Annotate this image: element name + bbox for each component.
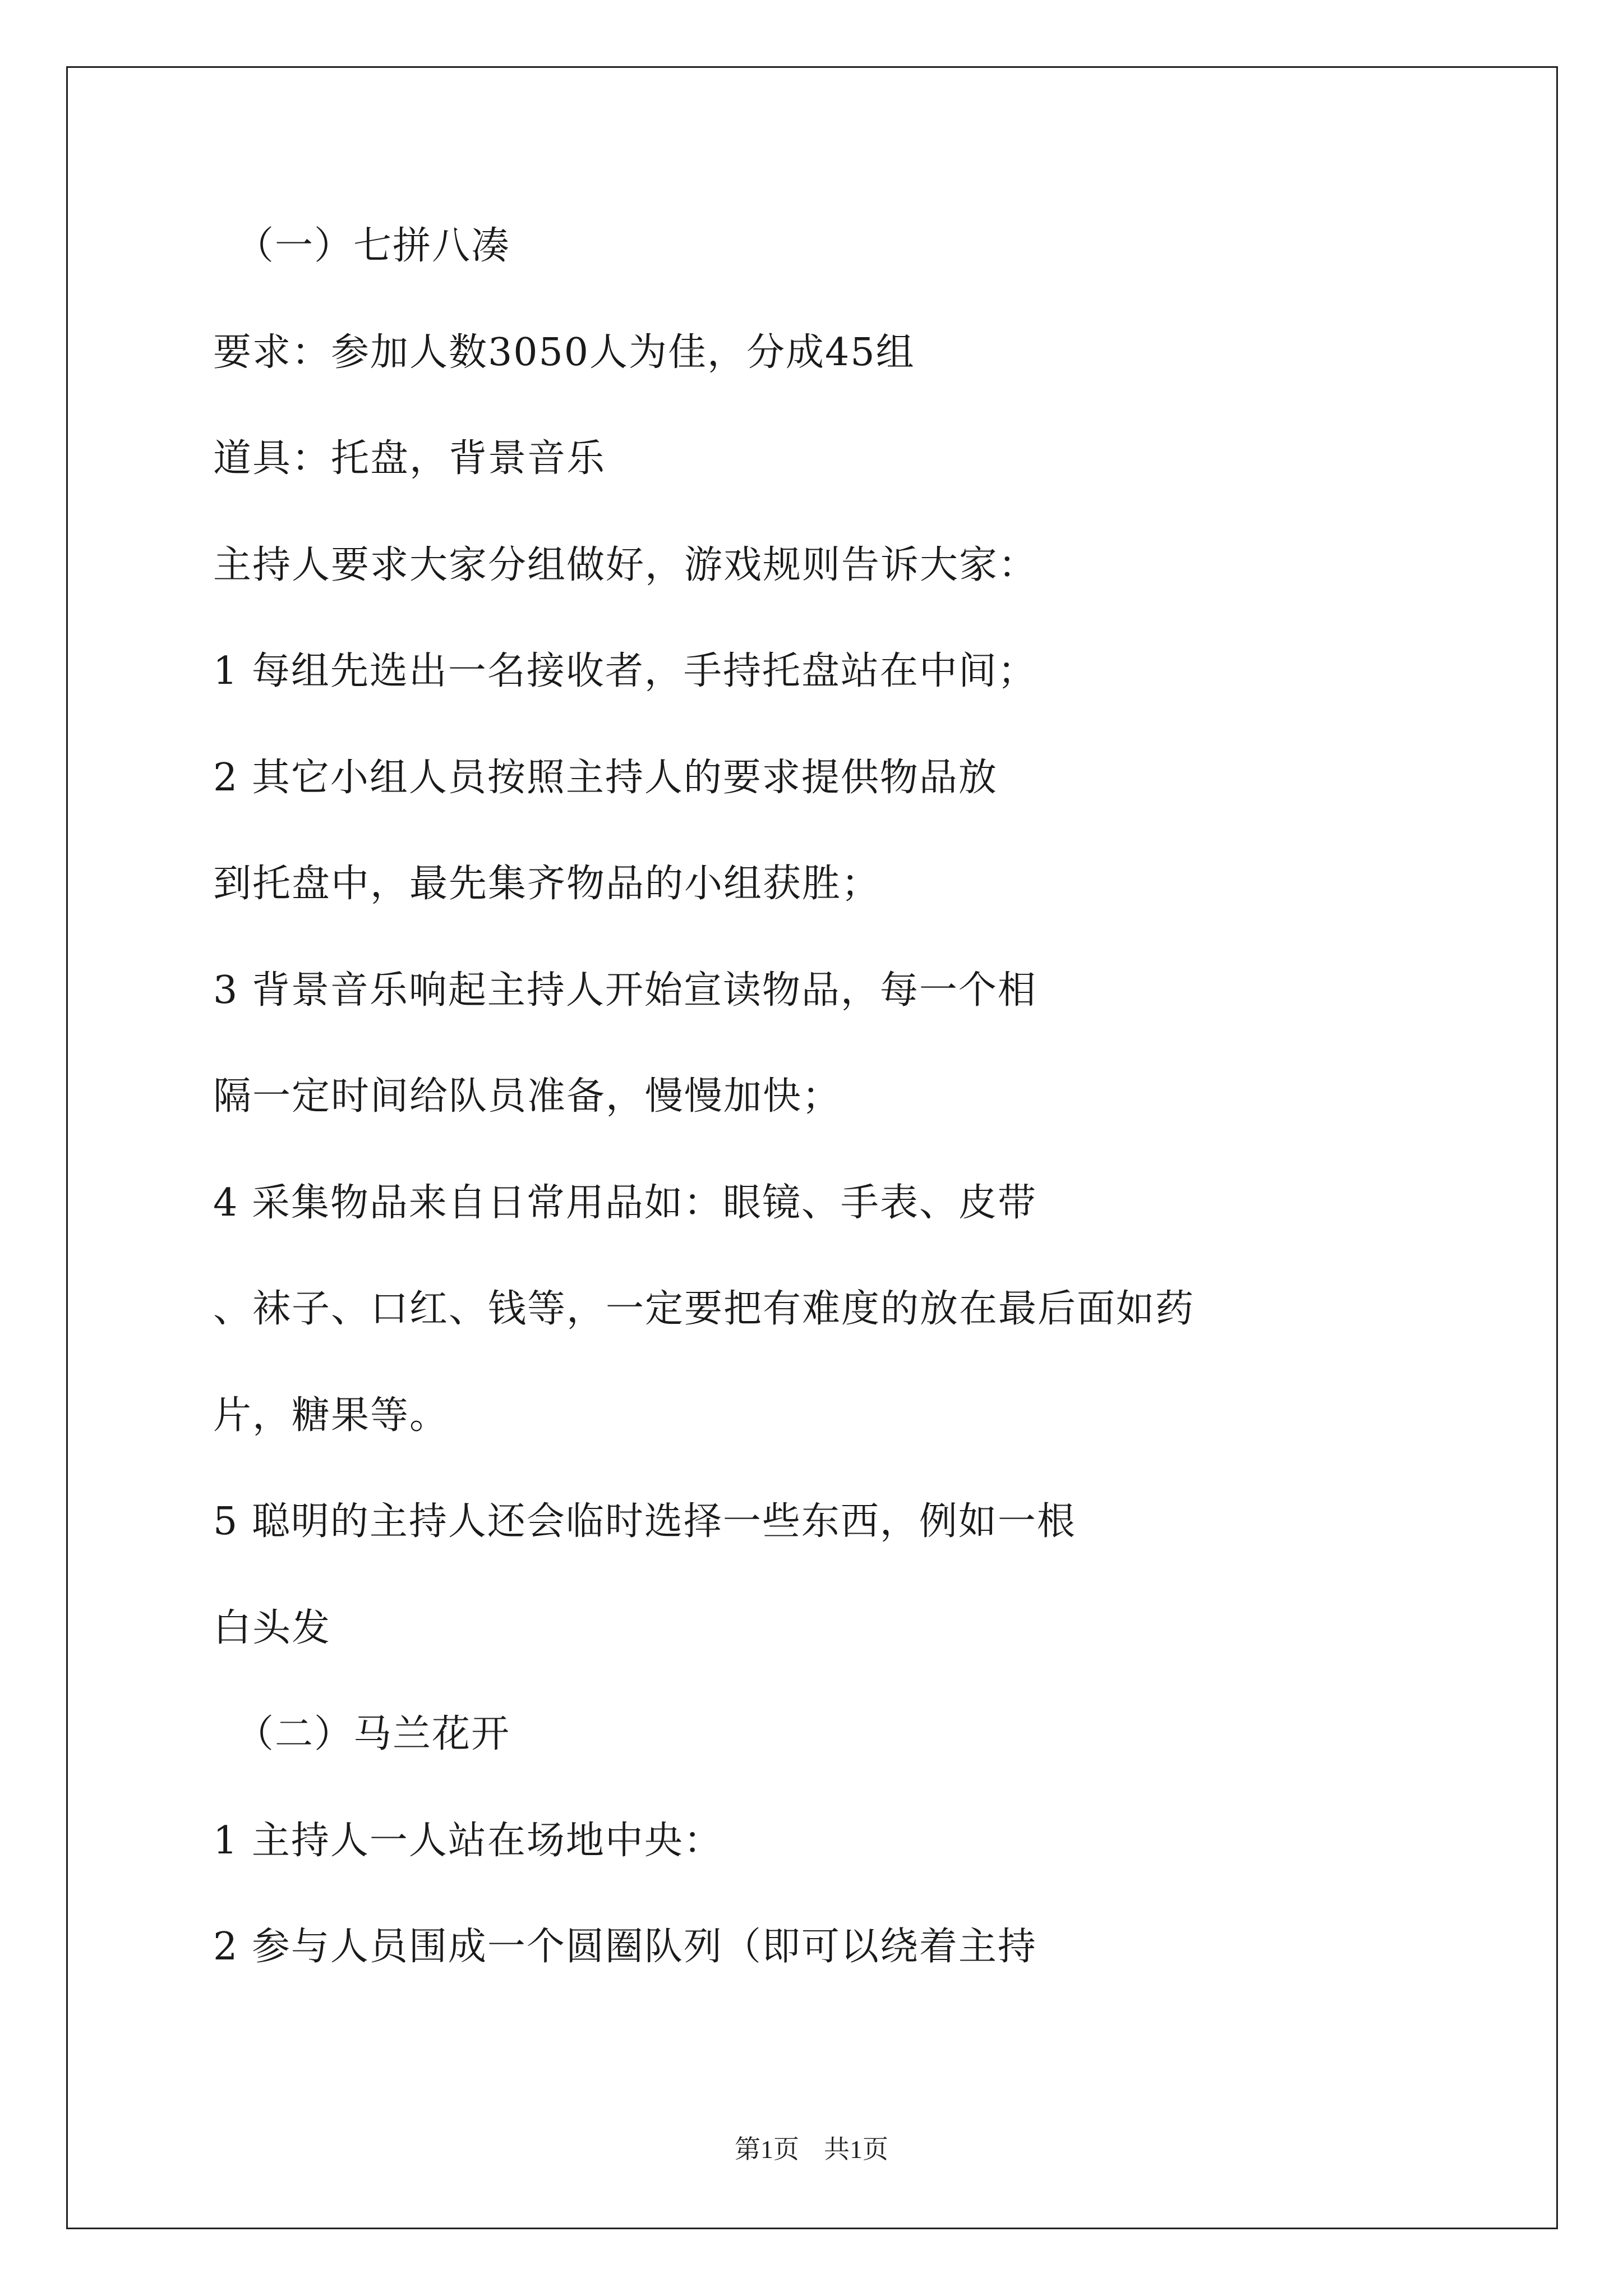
paragraph-line: 到托盘中，最先集齐物品的小组获胜； — [213, 862, 881, 906]
paragraph-line: 1 主持人一人站在场地中央： — [213, 1818, 723, 1863]
section-heading: （一）七拼八凑 — [236, 224, 511, 268]
paragraph-line: 、袜子、口红、钱等，一定要把有难度的放在最后面如药 — [213, 1287, 1195, 1331]
paragraph-line: 2 其它小组人员按照主持人的要求提供物品放 — [213, 755, 998, 800]
page-number: 第1页 — [735, 2135, 799, 2164]
document-body — [213, 206, 1363, 2014]
paragraph-line: 片，糖果等。 — [213, 1393, 449, 1438]
paragraph-line: 主持人要求大家分组做好，游戏规则告诉大家： — [213, 542, 1038, 587]
paragraph-line: 3 背景音乐响起主持人开始宣读物品，每一个相 — [213, 968, 1037, 1013]
page-footer — [0, 2129, 1623, 2166]
paragraph-line: 5 聪明的主持人还会临时选择一些东西，例如一根 — [213, 1499, 1076, 1544]
paragraph-line: 2 参与人员围成一个圆圈队列（即可以绕着主持 — [213, 1925, 1037, 1969]
section-heading: （二）马兰花开 — [236, 1712, 511, 1756]
page-total: 共1页 — [824, 2135, 888, 2164]
paragraph-line: 道具：托盘，背景音乐 — [213, 436, 606, 481]
paragraph-line: 隔一定时间给队员准备，慢慢加快； — [213, 1074, 842, 1119]
paragraph-line: 要求：参加人数3050人为佳，分成45组 — [213, 330, 915, 375]
paragraph-line: 4 采集物品来自日常用品如：眼镜、手表、皮带 — [213, 1180, 1037, 1225]
paragraph-line: 1 每组先选出一名接收者，手持托盘站在中间； — [213, 649, 1037, 693]
paragraph-line: 白头发 — [213, 1605, 331, 1650]
